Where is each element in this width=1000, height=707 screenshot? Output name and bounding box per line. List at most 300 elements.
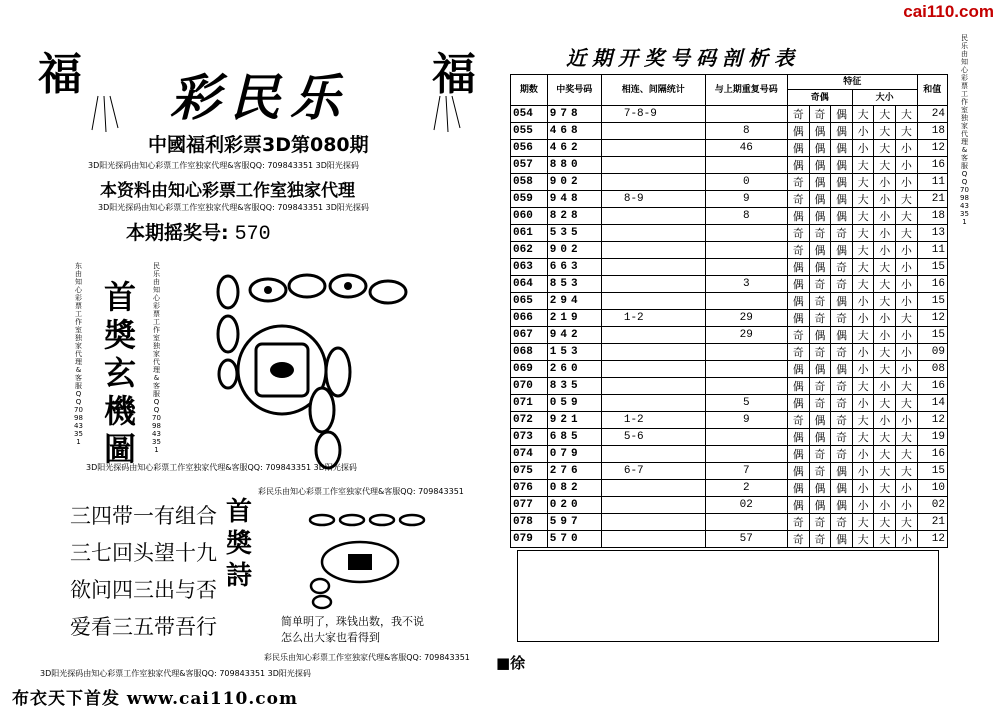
feature-cell: 奇 <box>787 173 809 190</box>
feature-cell: 偶 <box>831 207 853 224</box>
feature-cell: 奇 <box>787 411 809 428</box>
feature-cell: 大 <box>852 275 874 292</box>
sum-cell: 24 <box>917 105 947 122</box>
header-feature: 特征 <box>787 75 917 90</box>
header-repeat: 与上期重复号码 <box>705 75 787 106</box>
gap-cell <box>601 224 705 241</box>
win-number-cell: 468 <box>547 122 601 139</box>
issue-cell: 079 <box>511 530 548 547</box>
sum-cell: 18 <box>917 207 947 224</box>
repeat-cell <box>705 445 787 462</box>
feature-cell: 小 <box>896 530 918 547</box>
gap-cell <box>601 394 705 411</box>
feature-cell: 小 <box>896 173 918 190</box>
repeat-cell: 9 <box>705 411 787 428</box>
feature-cell: 奇 <box>831 343 853 360</box>
feature-cell: 大 <box>852 530 874 547</box>
feature-cell: 大 <box>852 105 874 122</box>
feature-cell: 奇 <box>809 309 831 326</box>
feature-cell: 偶 <box>809 411 831 428</box>
feature-cell: 奇 <box>831 275 853 292</box>
feature-cell: 偶 <box>809 496 831 513</box>
feature-cell: 奇 <box>831 513 853 530</box>
issue-cell: 077 <box>511 496 548 513</box>
feature-cell: 大 <box>874 394 896 411</box>
feature-cell: 偶 <box>787 496 809 513</box>
xuanji-char-5: 圖 <box>103 430 136 468</box>
feature-cell: 大 <box>874 530 896 547</box>
feature-cell: 奇 <box>787 224 809 241</box>
sum-cell: 16 <box>917 156 947 173</box>
feature-cell: 偶 <box>831 462 853 479</box>
feature-cell: 奇 <box>809 445 831 462</box>
feature-cell: 大 <box>852 241 874 258</box>
sum-cell: 11 <box>917 173 947 190</box>
sum-cell: 12 <box>917 309 947 326</box>
feature-cell: 大 <box>874 462 896 479</box>
feature-cell: 偶 <box>809 173 831 190</box>
feature-cell: 偶 <box>831 190 853 207</box>
feature-cell: 奇 <box>831 224 853 241</box>
repeat-cell: 46 <box>705 139 787 156</box>
sum-cell: 16 <box>917 445 947 462</box>
feature-cell: 偶 <box>787 394 809 411</box>
win-number-cell: 942 <box>547 326 601 343</box>
win-number-cell: 921 <box>547 411 601 428</box>
feature-cell: 偶 <box>809 326 831 343</box>
feature-cell: 偶 <box>787 377 809 394</box>
issue-cell: 060 <box>511 207 548 224</box>
win-number-cell: 535 <box>547 224 601 241</box>
feature-cell: 大 <box>874 343 896 360</box>
xuanji-char-4: 機 <box>103 392 136 430</box>
win-number-cell: 020 <box>547 496 601 513</box>
feature-cell: 小 <box>896 258 918 275</box>
poem-note-line-2: 怎么出大家也看得到 <box>281 631 380 644</box>
sum-cell: 11 <box>917 241 947 258</box>
sum-cell: 08 <box>917 360 947 377</box>
sum-cell: 15 <box>917 326 947 343</box>
feature-cell: 偶 <box>831 173 853 190</box>
feature-cell: 大 <box>852 156 874 173</box>
feature-cell: 小 <box>896 496 918 513</box>
poem-micro-top: 彩民乐由知心彩票工作室独家代理&客服QQ: 709843351 <box>258 487 464 496</box>
poem-line-4: 爱看三五带吾行 <box>70 615 217 639</box>
sum-cell: 19 <box>917 428 947 445</box>
win-number-cell: 570 <box>547 530 601 547</box>
xuanji-title <box>100 278 140 468</box>
table-row <box>511 496 948 513</box>
feature-cell: 奇 <box>809 275 831 292</box>
issue-cell: 057 <box>511 156 548 173</box>
feature-cell: 奇 <box>809 105 831 122</box>
draw-number: 570 <box>234 223 271 246</box>
agent-line: 本资料由知心彩票工作室独家代理 <box>100 181 355 201</box>
issue-title: 中國福利彩票3D第080期 <box>148 134 369 156</box>
gap-cell <box>601 496 705 513</box>
feature-cell: 小 <box>852 343 874 360</box>
feature-cell: 偶 <box>787 156 809 173</box>
feature-cell: 偶 <box>787 139 809 156</box>
table-row <box>511 292 948 309</box>
feature-cell: 小 <box>896 479 918 496</box>
poem-title: 首奬詩 <box>226 497 253 591</box>
win-number-cell: 276 <box>547 462 601 479</box>
issue-cell: 059 <box>511 190 548 207</box>
feature-cell: 偶 <box>787 122 809 139</box>
repeat-cell: 02 <box>705 496 787 513</box>
footer-micro: 3D阳光探码由知心彩票工作室独家代理&客服QQ: 709843351 3D阳光探码 <box>40 669 311 678</box>
feature-cell: 小 <box>874 326 896 343</box>
issue-cell: 062 <box>511 241 548 258</box>
repeat-cell <box>705 513 787 530</box>
table-row <box>511 428 948 445</box>
feature-cell: 大 <box>852 428 874 445</box>
feature-cell: 偶 <box>809 122 831 139</box>
feature-cell: 小 <box>874 190 896 207</box>
feature-cell: 小 <box>874 224 896 241</box>
feature-cell: 小 <box>852 122 874 139</box>
issue-cell: 070 <box>511 377 548 394</box>
sum-cell: 21 <box>917 513 947 530</box>
repeat-cell: 9 <box>705 190 787 207</box>
feature-cell: 大 <box>874 156 896 173</box>
feature-cell: 偶 <box>787 309 809 326</box>
win-number-cell: 597 <box>547 513 601 530</box>
feature-cell: 偶 <box>831 530 853 547</box>
feature-cell: 小 <box>852 292 874 309</box>
feature-cell: 奇 <box>809 462 831 479</box>
micro-line-1: 3D阳光探码由知心彩票工作室独家代理&客服QQ: 709843351 3D阳光探码 <box>88 161 359 170</box>
right-side-text: 民乐由知心彩票工作室独家代理&客服QQ709843351 <box>960 34 969 226</box>
repeat-cell: 8 <box>705 122 787 139</box>
issue-cell: 069 <box>511 360 548 377</box>
repeat-cell <box>705 428 787 445</box>
gap-cell: 6-7 <box>601 462 705 479</box>
poem-line-2: 三七回头望十九 <box>70 541 217 565</box>
feature-cell: 偶 <box>831 139 853 156</box>
win-number-cell: 835 <box>547 377 601 394</box>
table-row <box>511 258 948 275</box>
feature-cell: 小 <box>852 360 874 377</box>
issue-cell: 054 <box>511 105 548 122</box>
table-title: 近期开奖号码剖析表 <box>566 46 800 70</box>
feature-cell: 小 <box>896 326 918 343</box>
sum-cell: 21 <box>917 190 947 207</box>
feature-cell: 小 <box>896 292 918 309</box>
win-number-cell: 219 <box>547 309 601 326</box>
repeat-cell <box>705 292 787 309</box>
table-row <box>511 105 948 122</box>
gap-cell: 5-6 <box>601 428 705 445</box>
feature-cell: 小 <box>896 343 918 360</box>
feature-cell: 大 <box>896 309 918 326</box>
sum-cell: 16 <box>917 377 947 394</box>
gap-cell <box>601 513 705 530</box>
win-number-cell: 462 <box>547 139 601 156</box>
feature-cell: 小 <box>852 139 874 156</box>
feature-cell: 大 <box>852 377 874 394</box>
gap-cell <box>601 156 705 173</box>
poem-line-3: 欲问四三出与否 <box>70 578 217 602</box>
feature-cell: 偶 <box>787 445 809 462</box>
feature-cell: 偶 <box>831 360 853 377</box>
feature-cell: 奇 <box>787 343 809 360</box>
feature-cell: 偶 <box>809 360 831 377</box>
xuanji-micro-bottom: 3D阳光探码由知心彩票工作室独家代理&客服QQ: 709843351 3D阳光探码 <box>86 463 357 472</box>
fu-character-left: 福 <box>38 49 82 100</box>
table-row <box>511 343 948 360</box>
draw-number-row <box>126 218 271 246</box>
feature-cell: 大 <box>852 224 874 241</box>
win-number-cell: 079 <box>547 445 601 462</box>
feature-cell: 大 <box>874 139 896 156</box>
side-text-left: 东由知心彩票工作室独家代理&客服QQ709843351 <box>74 262 83 446</box>
gap-cell: 1-2 <box>601 309 705 326</box>
issue-cell: 055 <box>511 122 548 139</box>
issue-cell: 073 <box>511 428 548 445</box>
feature-cell: 奇 <box>787 105 809 122</box>
sum-cell: 18 <box>917 122 947 139</box>
feature-cell: 大 <box>896 207 918 224</box>
xuanji-char-2: 奬 <box>103 316 136 354</box>
feature-cell: 大 <box>896 462 918 479</box>
win-number-cell: 082 <box>547 479 601 496</box>
feature-cell: 奇 <box>809 292 831 309</box>
repeat-cell <box>705 377 787 394</box>
feature-cell: 偶 <box>787 258 809 275</box>
feature-cell: 奇 <box>831 411 853 428</box>
feature-cell: 奇 <box>787 513 809 530</box>
issue-cell: 076 <box>511 479 548 496</box>
table-row <box>511 207 948 224</box>
repeat-cell: 5 <box>705 394 787 411</box>
sum-cell: 12 <box>917 411 947 428</box>
gap-cell <box>601 326 705 343</box>
sum-cell: 15 <box>917 292 947 309</box>
repeat-cell: 0 <box>705 173 787 190</box>
feature-cell: 偶 <box>787 275 809 292</box>
issue-cell: 064 <box>511 275 548 292</box>
feature-cell: 偶 <box>809 479 831 496</box>
draw-label: 本期摇奖号: <box>126 222 229 244</box>
issue-cell: 058 <box>511 173 548 190</box>
feature-cell: 小 <box>852 309 874 326</box>
issue-cell: 074 <box>511 445 548 462</box>
xuanji-bead-diagram <box>210 262 510 472</box>
feature-cell: 小 <box>874 207 896 224</box>
feature-cell: 奇 <box>787 241 809 258</box>
issue-cell: 066 <box>511 309 548 326</box>
win-number-cell: 948 <box>547 190 601 207</box>
repeat-cell: 7 <box>705 462 787 479</box>
table-row <box>511 411 948 428</box>
table-row <box>511 309 948 326</box>
gap-cell <box>601 292 705 309</box>
feature-cell: 偶 <box>809 156 831 173</box>
feature-cell: 小 <box>896 139 918 156</box>
feature-cell: 偶 <box>809 258 831 275</box>
sum-cell: 12 <box>917 530 947 547</box>
feature-cell: 奇 <box>809 224 831 241</box>
feature-cell: 奇 <box>831 258 853 275</box>
gap-cell <box>601 139 705 156</box>
feature-cell: 大 <box>874 445 896 462</box>
feature-cell: 偶 <box>787 207 809 224</box>
win-number-cell: 663 <box>547 258 601 275</box>
sum-cell: 13 <box>917 224 947 241</box>
table-row <box>511 377 948 394</box>
poem-note <box>281 614 471 646</box>
xu-mark: ■徐 <box>496 654 526 672</box>
feature-cell: 偶 <box>787 360 809 377</box>
table-row <box>511 224 948 241</box>
win-number-cell: 059 <box>547 394 601 411</box>
feature-cell: 大 <box>896 428 918 445</box>
feature-cell: 奇 <box>809 513 831 530</box>
feature-cell: 小 <box>852 496 874 513</box>
feature-cell: 小 <box>896 275 918 292</box>
win-number-cell: 260 <box>547 360 601 377</box>
feature-cell: 奇 <box>809 377 831 394</box>
feature-cell: 小 <box>852 394 874 411</box>
issue-cell: 063 <box>511 258 548 275</box>
header-win: 中奖号码 <box>547 75 601 106</box>
gap-cell <box>601 360 705 377</box>
feature-cell: 小 <box>852 445 874 462</box>
feature-cell: 奇 <box>831 309 853 326</box>
feature-cell: 小 <box>852 462 874 479</box>
repeat-cell: 3 <box>705 275 787 292</box>
table-row <box>511 190 948 207</box>
table-row <box>511 173 948 190</box>
issue-cell: 056 <box>511 139 548 156</box>
feature-cell: 小 <box>896 411 918 428</box>
feature-cell: 大 <box>874 292 896 309</box>
header-bigsmall: 大小 <box>852 90 917 105</box>
feature-cell: 偶 <box>809 139 831 156</box>
sum-cell: 14 <box>917 394 947 411</box>
repeat-cell: 2 <box>705 479 787 496</box>
gap-cell <box>601 377 705 394</box>
table-row <box>511 530 948 547</box>
blank-area <box>517 550 939 642</box>
poem-line-1: 三四带一有组合 <box>70 504 217 528</box>
issue-cell: 072 <box>511 411 548 428</box>
repeat-cell <box>705 360 787 377</box>
feature-cell: 偶 <box>831 122 853 139</box>
gap-cell <box>601 258 705 275</box>
gap-cell <box>601 275 705 292</box>
feature-cell: 小 <box>874 173 896 190</box>
header-gap: 相连、间隔统计 <box>601 75 705 106</box>
feature-cell: 小 <box>852 479 874 496</box>
feature-cell: 小 <box>874 496 896 513</box>
feature-cell: 大 <box>852 190 874 207</box>
feature-cell: 偶 <box>831 241 853 258</box>
feature-cell: 奇 <box>787 326 809 343</box>
repeat-cell <box>705 224 787 241</box>
issue-cell: 078 <box>511 513 548 530</box>
win-number-cell: 880 <box>547 156 601 173</box>
repeat-cell: 57 <box>705 530 787 547</box>
sum-cell: 09 <box>917 343 947 360</box>
repeat-cell: 8 <box>705 207 787 224</box>
win-number-cell: 902 <box>547 173 601 190</box>
table-row <box>511 241 948 258</box>
site-url[interactable]: cai110.com <box>903 2 994 21</box>
xuanji-char-1: 首 <box>103 278 136 316</box>
feature-cell: 大 <box>896 377 918 394</box>
issue-cell: 065 <box>511 292 548 309</box>
feature-cell: 偶 <box>831 292 853 309</box>
feature-cell: 奇 <box>787 190 809 207</box>
repeat-cell: 29 <box>705 309 787 326</box>
issue-cell: 071 <box>511 394 548 411</box>
side-text-right: 民乐由知心彩票工作室独家代理&客服QQ709843351 <box>152 262 161 454</box>
feature-cell: 大 <box>852 258 874 275</box>
feature-cell: 偶 <box>787 462 809 479</box>
fu-character-right: 福 <box>432 49 476 100</box>
feature-cell: 小 <box>896 360 918 377</box>
table-header-row <box>511 75 948 90</box>
repeat-cell <box>705 156 787 173</box>
gap-cell <box>601 343 705 360</box>
table-row <box>511 156 948 173</box>
feature-cell: 奇 <box>809 530 831 547</box>
feature-cell: 大 <box>896 190 918 207</box>
feature-cell: 偶 <box>831 326 853 343</box>
feature-cell: 偶 <box>809 190 831 207</box>
sum-cell: 02 <box>917 496 947 513</box>
issue-cell: 061 <box>511 224 548 241</box>
header-oddeven: 奇偶 <box>787 90 852 105</box>
feature-cell: 大 <box>874 479 896 496</box>
feature-cell: 奇 <box>831 377 853 394</box>
issue-cell: 067 <box>511 326 548 343</box>
feature-cell: 奇 <box>809 394 831 411</box>
feature-cell: 大 <box>896 122 918 139</box>
gap-cell <box>601 530 705 547</box>
table-row <box>511 462 948 479</box>
win-number-cell: 902 <box>547 241 601 258</box>
feature-cell: 大 <box>874 122 896 139</box>
feature-cell: 大 <box>874 513 896 530</box>
bottom-credit: 布衣天下首发 www.cai110.com <box>12 689 298 707</box>
micro-line-2: 3D阳光探码由知心彩票工作室独家代理&客服QQ: 709843351 3D阳光探码 <box>98 203 369 212</box>
gap-cell: 8-9 <box>601 190 705 207</box>
feature-cell: 大 <box>896 513 918 530</box>
sum-cell: 16 <box>917 275 947 292</box>
feature-cell: 大 <box>874 258 896 275</box>
feature-cell: 大 <box>852 326 874 343</box>
feature-cell: 小 <box>874 309 896 326</box>
feature-cell: 小 <box>896 156 918 173</box>
feature-cell: 偶 <box>809 428 831 445</box>
feature-cell: 大 <box>852 207 874 224</box>
feature-cell: 偶 <box>809 241 831 258</box>
gap-cell <box>601 173 705 190</box>
feature-cell: 偶 <box>831 156 853 173</box>
issue-cell: 075 <box>511 462 548 479</box>
gap-cell <box>601 207 705 224</box>
gap-cell: 7-8-9 <box>601 105 705 122</box>
table-row <box>511 122 948 139</box>
table-row <box>511 326 948 343</box>
feature-cell: 大 <box>874 360 896 377</box>
win-number-cell: 685 <box>547 428 601 445</box>
feature-cell: 小 <box>874 241 896 258</box>
